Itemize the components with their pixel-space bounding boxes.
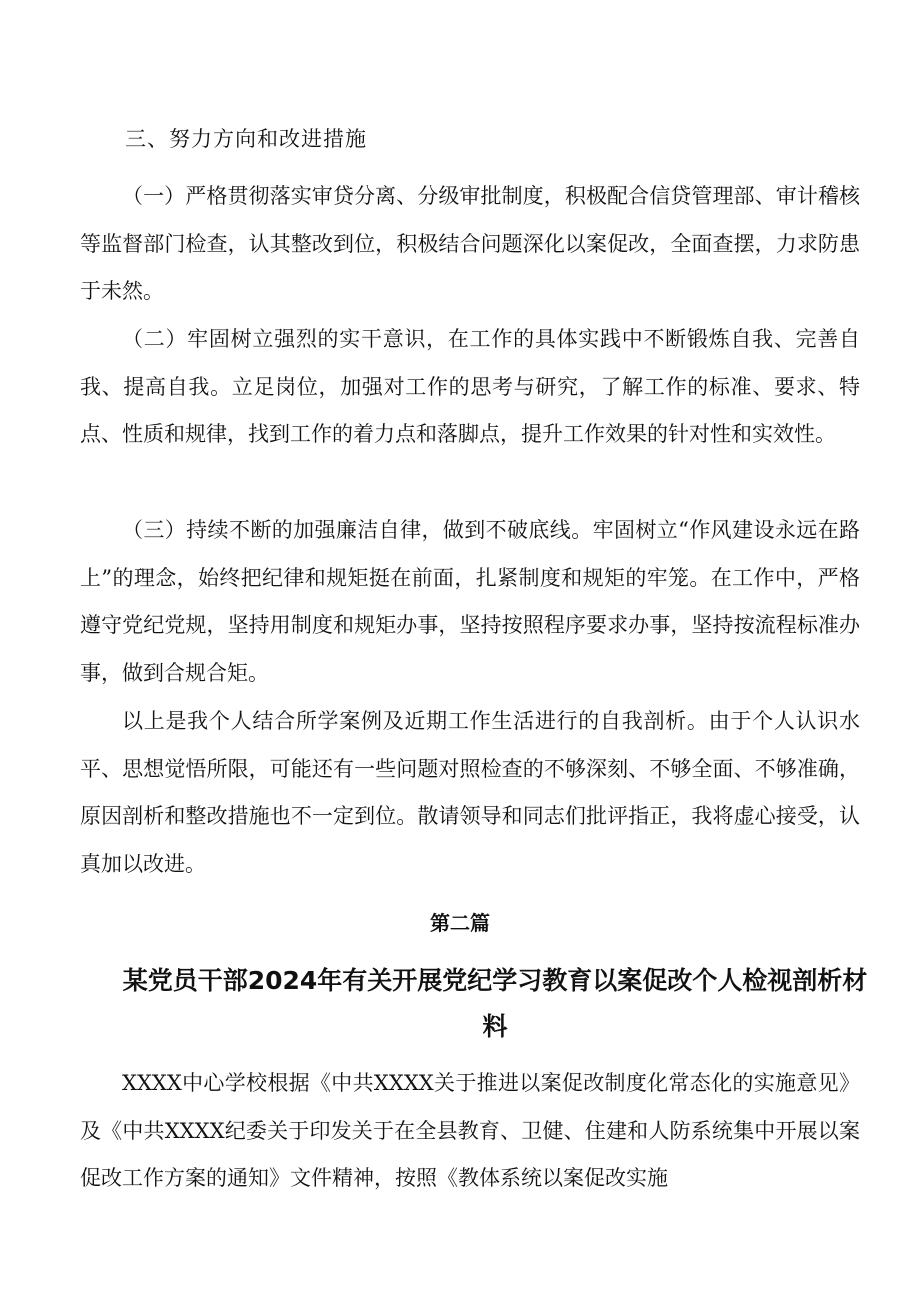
paragraph-measure-3: （三）持续不断的加强廉洁自律，做到不破底线。牢固树立“作风建设永远在路上”的理念，始终把纪律和规矩挺在前面，扎紧制度和规矩的牢笼。在工作中，严格遵守党纪党规，坚持用制度和规矩办事，坚持按照程序要求办事，坚持按流程标准办事，做到合规合矩。 (80, 518, 860, 685)
section-heading: 三、努力方向和改进措施 (125, 127, 367, 151)
intro-paragraph: XXXX中心学校根据《中共XXXX关于推进以案促改制度化常态化的实施意见》及《中共XXXX纪委关于印发关于在全县教育、卫健、住建和人防系统集中开展以案促改工作方案的通知》文件精神，按照《教体系统以案促改实施 (80, 1071, 860, 1190)
part-label: 第二篇 (430, 911, 490, 935)
paragraph-conclusion: 以上是我个人结合所学案例及近期工作生活进行的自我剖析。由于个人认识水平、思想觉悟所限，可能还有一些问题对照检查的不够深刻、不够全面、不够准确，原因剖析和整改措施也不一定到位。散请领导和同志们批评指正，我将虚心接受，认真加以改进。 (80, 709, 860, 876)
paragraph-measure-2: （二）牢固树立强烈的实干意识，在工作的具体实践中不断锻炼自我、完善自我、提高自我。立足岗位，加强对工作的思考与研究，了解工作的标准、要求、特点、性质和规律，找到工作的着力点和落脚点，提升工作效果的针对性和实效性。 (80, 327, 860, 446)
paragraph-measure-1: （一）严格贯彻落实审贷分离、分级审批制度，积极配合信贷管理部、审计稽核等监督部门检查，认其整改到位，积极结合问题深化以案促改，全面查摆，力求防患于未然。 (80, 184, 860, 303)
document-title: 某党员干部2024年有关开展党纪学习教育以案促改个人检视剖析材料 (122, 966, 868, 1041)
